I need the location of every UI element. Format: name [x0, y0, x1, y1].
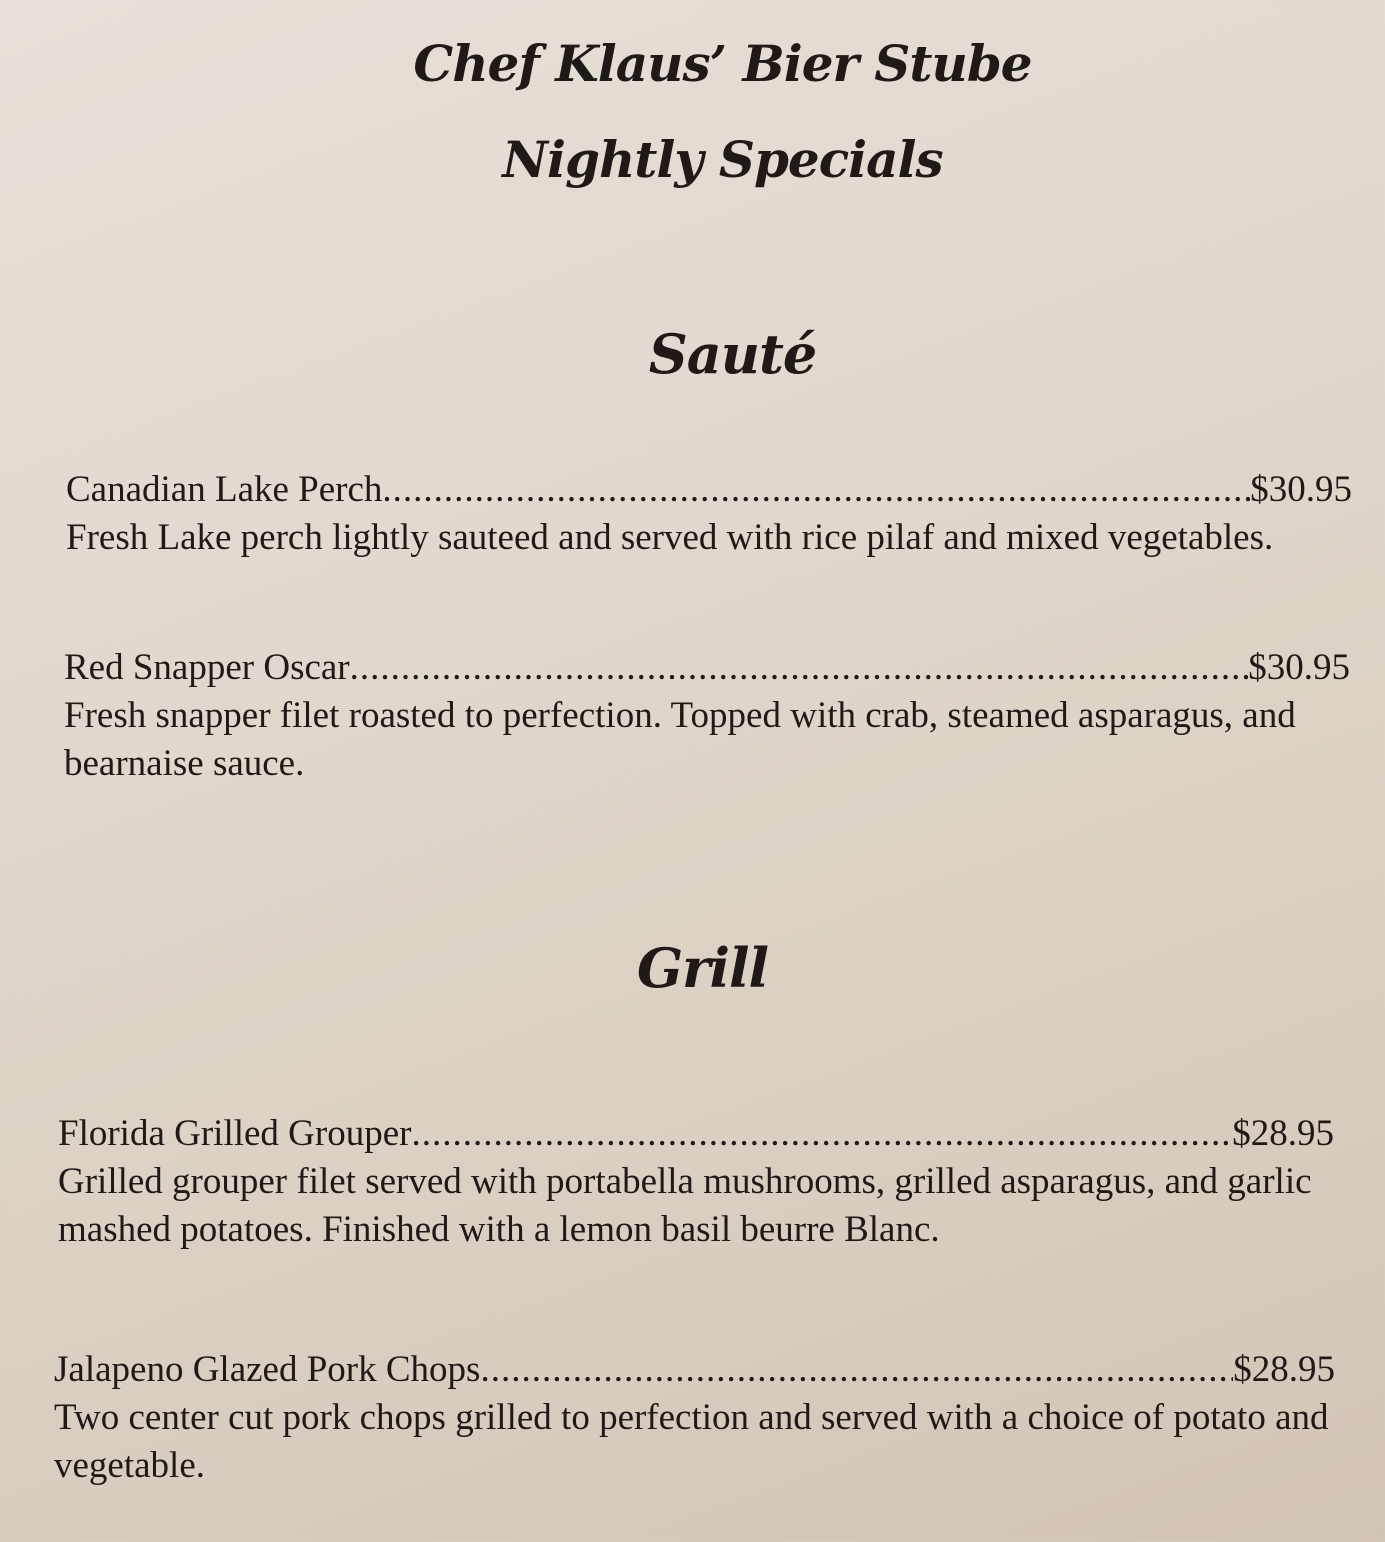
menu-item-jalapeno-glazed-pork-chops [54, 1346, 1335, 1490]
item-price: $28.95 [1233, 1349, 1335, 1390]
item-description: Fresh snapper filet roasted to perfection. Topped with crab, steamed asparagus, and bearnaise sauce. [64, 695, 1296, 784]
item-name: Red Snapper Oscar [64, 647, 350, 688]
section-heading-grill: Grill [636, 936, 769, 1000]
item-description: Fresh Lake perch lightly sauteed and served with rice pilaf and mixed vegetables. [66, 517, 1274, 558]
item-name: Jalapeno Glazed Pork Chops [54, 1349, 481, 1390]
item-line [64, 644, 1350, 692]
item-description: Grilled grouper filet served with portabella mushrooms, grilled asparagus, and garlic mashed potatoes. Finished with a lemon basil beurre Blanc. [58, 1161, 1312, 1250]
menu-item-canadian-lake-perch [66, 466, 1352, 562]
dot-leader [350, 644, 1249, 692]
dot-leader [382, 466, 1250, 514]
item-line [54, 1346, 1335, 1394]
menu-item-red-snapper-oscar [64, 644, 1350, 788]
menu-item-florida-grilled-grouper [58, 1110, 1334, 1254]
item-price: $30.95 [1248, 647, 1350, 688]
item-price: $28.95 [1232, 1113, 1334, 1154]
dot-leader [480, 1346, 1233, 1394]
section-heading-saute: Sauté [648, 322, 817, 386]
menu-title: Nightly Specials [502, 130, 943, 189]
item-line [66, 466, 1352, 514]
item-name: Florida Grilled Grouper [58, 1113, 412, 1154]
restaurant-name: Chef Klaus’ Bier Stube [413, 34, 1032, 93]
item-line [58, 1110, 1334, 1158]
dot-leader [411, 1110, 1232, 1158]
item-name: Canadian Lake Perch [66, 469, 383, 510]
item-description: Two center cut pork chops grilled to perfection and served with a choice of potato and vegetable. [54, 1397, 1329, 1486]
item-price: $30.95 [1250, 469, 1352, 510]
